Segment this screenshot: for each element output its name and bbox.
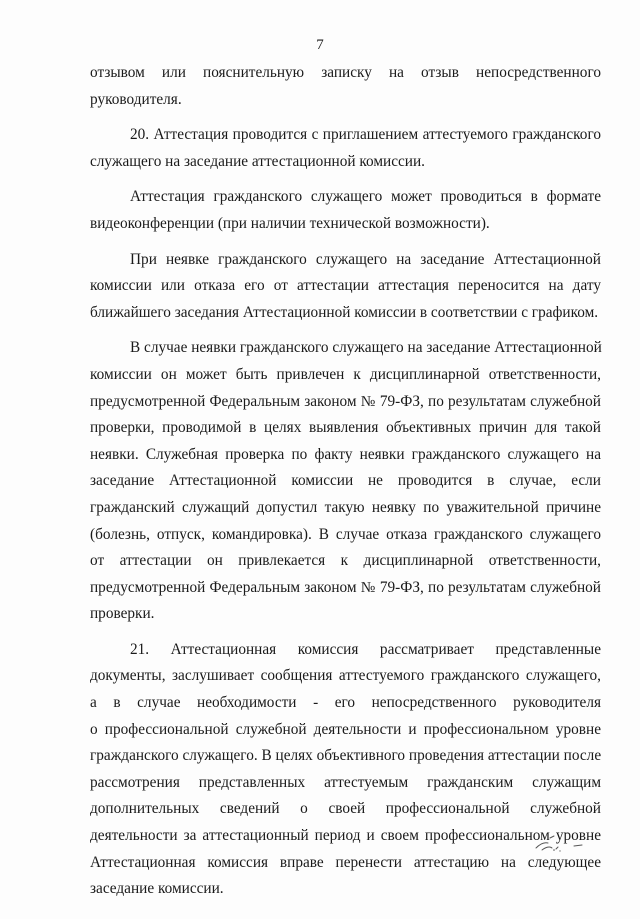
- paragraph-item-21: [90, 637, 601, 903]
- text-line: гражданского служащего. В целях объективного проведения аттестации после: [90, 747, 602, 765]
- text-line: При неявке гражданского служащего на заседание Аттестационной: [130, 250, 601, 268]
- text-line: В случае неявки гражданского служащего на заседание Аттестационной: [130, 339, 602, 357]
- document-body: [90, 60, 601, 903]
- text-line: проверки, проводимой в целях выявления объективных причин для такой: [90, 419, 601, 437]
- paragraph-non-attendance: [90, 247, 601, 327]
- initials-mark-icon: [530, 832, 590, 856]
- text-line: от аттестации он привлекается к дисциплинарной ответственности,: [90, 552, 601, 570]
- paragraph-continuation: [90, 60, 601, 113]
- text-line: Аттестация гражданского служащего может проводиться в формате: [130, 188, 601, 206]
- paragraph-videoconference: [90, 184, 601, 237]
- text-line: предусмотренной Федеральным законом № 79-ФЗ, по результатам служебной: [90, 392, 601, 410]
- text-line: служащего на заседание аттестационной комиссии.: [90, 152, 426, 170]
- text-line: проверки.: [90, 605, 155, 623]
- text-line: комиссии или отказа его от аттестации аттестация переносится на дату: [90, 277, 601, 295]
- text-line: ближайшего заседания Аттестационной комиссии в соответствии с графиком.: [90, 303, 599, 321]
- text-line: (болезнь, отпуск, командировка). В случае отказа гражданского служащего: [90, 525, 601, 543]
- text-line: 21. Аттестационная комиссия рассматривает представленные: [130, 640, 601, 658]
- text-line: гражданский служащий допустил такую неявку по уважительной причине: [90, 498, 601, 516]
- text-line: 20. Аттестация проводится с приглашением аттестуемого гражданского: [130, 126, 601, 144]
- text-line: рассмотрения представленных аттестуемым гражданским служащим: [90, 773, 601, 791]
- text-line: неявки. Служебная проверка по факту неявки гражданского служащего на: [90, 445, 601, 463]
- text-line: Аттестационная комиссия вправе перенести аттестацию на следующее: [90, 853, 601, 871]
- paragraph-disciplinary: [90, 335, 601, 628]
- text-line: руководителя.: [90, 90, 182, 108]
- text-line: видеоконференции (при наличии технической возможности).: [90, 214, 490, 232]
- text-line: комиссии он может быть привлечен к дисциплинарной ответственности,: [90, 365, 601, 383]
- page-number: 7: [316, 37, 324, 53]
- text-line: деятельности за аттестационный период и своем профессиональном уровне: [90, 827, 601, 845]
- text-line: отзывом или пояснительную записку на отзыв непосредственного: [90, 64, 601, 81]
- text-line: о профессиональной служебной деятельности и профессиональном уровне: [90, 720, 601, 738]
- text-line: дополнительных сведений о своей профессиональной служебной: [90, 800, 601, 818]
- text-line: а в случае необходимости - его непосредственного руководителя: [90, 694, 601, 712]
- text-line: заседание Аттестационной комиссии не проводится в случае, если: [90, 472, 601, 490]
- text-line: предусмотренной Федеральным законом № 79-ФЗ, по результатам служебной: [90, 578, 601, 596]
- text-line: заседание комиссии.: [90, 880, 224, 898]
- paragraph-item-20: [90, 122, 601, 175]
- text-line: документы, заслушивает сообщения аттестуемого гражданского служащего,: [90, 667, 601, 685]
